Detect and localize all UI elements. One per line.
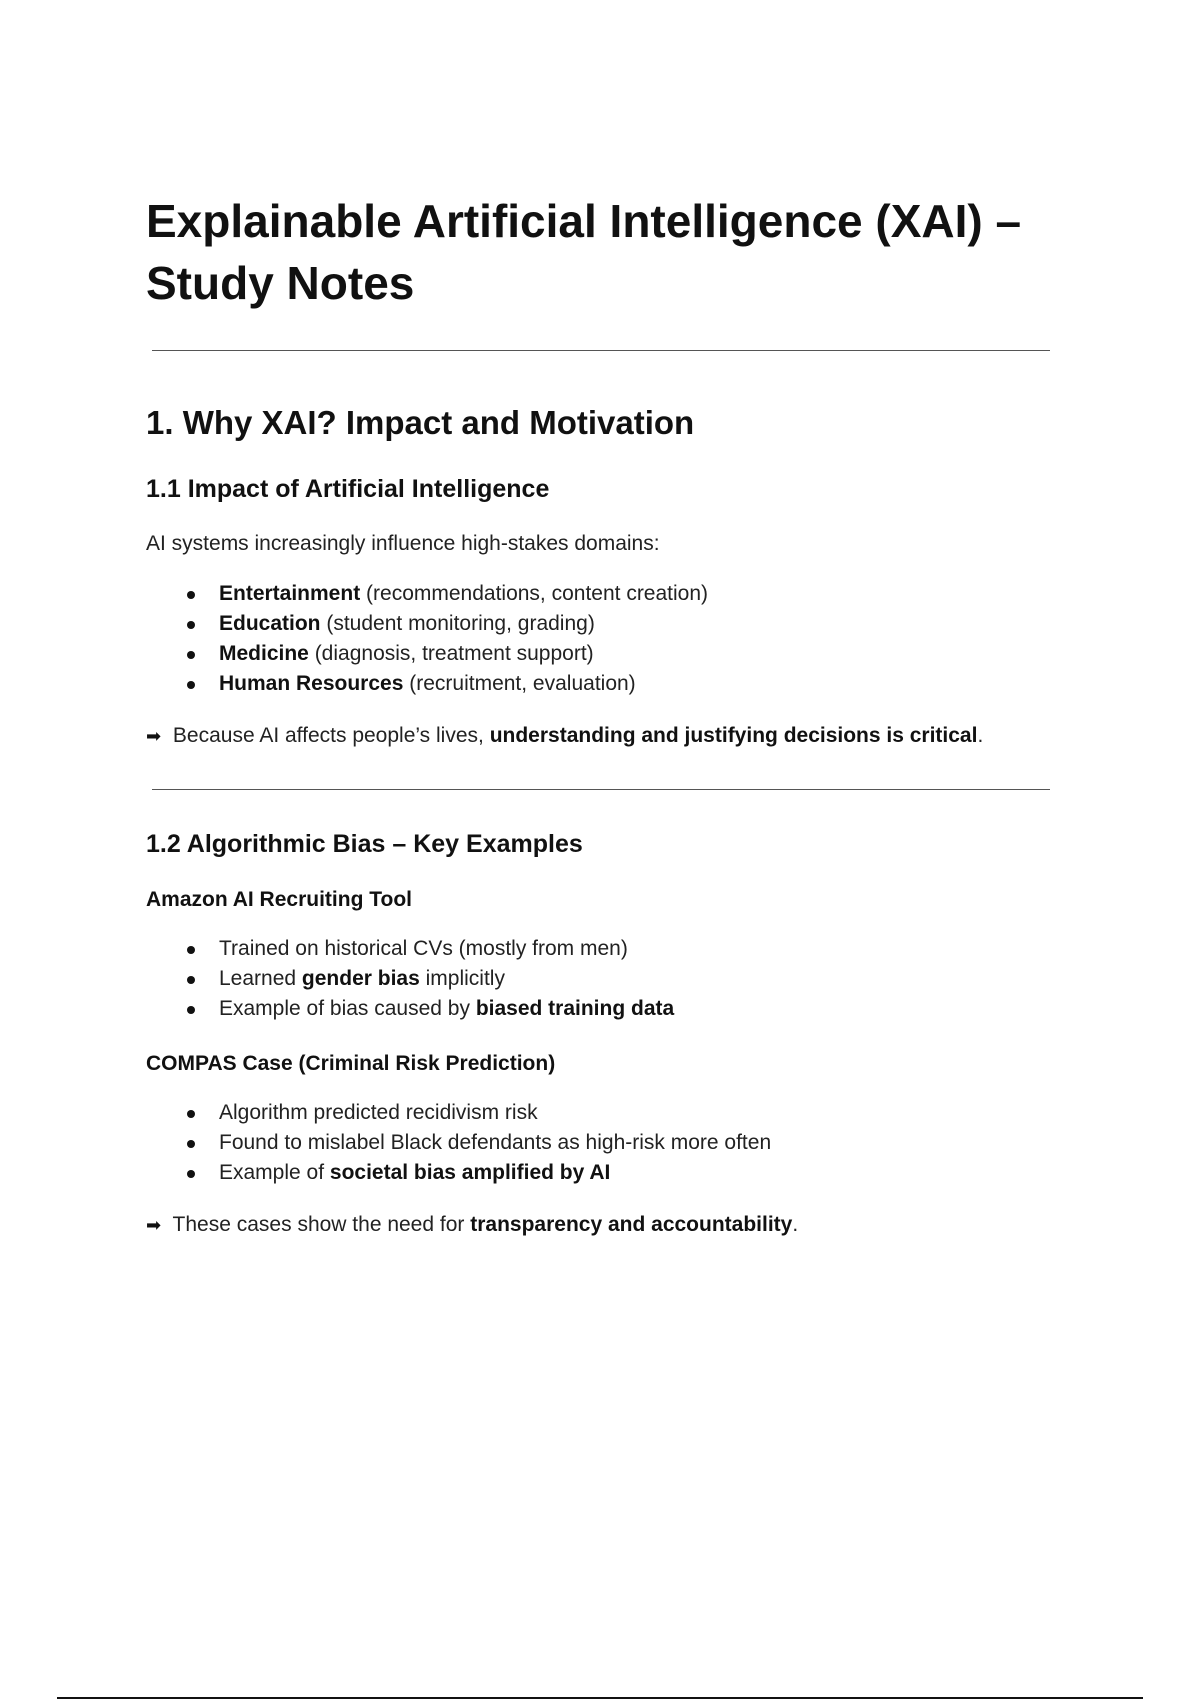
case-compas-heading: COMPAS Case (Criminal Risk Prediction) <box>146 1052 556 1075</box>
list-item: Education (student monitoring, grading) <box>146 609 1046 639</box>
bullet-dot <box>187 1006 195 1014</box>
page-bottom-rule <box>57 1697 1143 1699</box>
section-1-1-conclusion: ➡ Because AI affects people’s lives, understanding and justifying decisions is critical. <box>146 721 1046 751</box>
section-1-heading: 1. Why XAI? Impact and Motivation <box>146 404 695 441</box>
arrow-right-icon: ➡ <box>146 726 162 746</box>
bullet-dot <box>187 681 195 689</box>
list-item: Learned gender bias implicitly <box>146 964 1046 994</box>
list-item: Algorithm predicted recidivism risk <box>146 1098 1046 1128</box>
document-title <box>146 190 1046 314</box>
amazon-list <box>146 934 1046 1024</box>
divider <box>152 350 1050 351</box>
section-1-1-heading: 1.1 Impact of Artificial Intelligence <box>146 475 550 503</box>
section-1-2-conclusion: ➡ These cases show the need for transparency and accountability. <box>146 1210 1046 1240</box>
divider <box>152 789 1050 790</box>
bullet-dot <box>187 1140 195 1148</box>
list-item: Trained on historical CVs (mostly from men) <box>146 934 1046 964</box>
arrow-right-icon: ➡ <box>146 1215 162 1235</box>
section-1-2-heading: 1.2 Algorithmic Bias – Key Examples <box>146 830 583 858</box>
title-line-2: Study Notes <box>146 257 415 309</box>
title-line-1: Explainable Artificial Intelligence (XAI) – <box>146 195 1022 247</box>
domain-list <box>146 579 1046 699</box>
bullet-dot <box>187 1170 195 1178</box>
bullet-dot <box>187 1110 195 1118</box>
compas-list <box>146 1098 1046 1188</box>
section-1-1-intro: AI systems increasingly influence high-stakes domains: <box>146 532 660 555</box>
bullet-dot <box>187 591 195 599</box>
list-item: Entertainment (recommendations, content creation) <box>146 579 1046 609</box>
case-amazon-heading: Amazon AI Recruiting Tool <box>146 888 412 911</box>
document-page <box>146 190 1046 1240</box>
bullet-dot <box>187 976 195 984</box>
list-item: Human Resources (recruitment, evaluation) <box>146 669 1046 699</box>
list-item: Example of bias caused by biased training data <box>146 994 1046 1024</box>
bullet-dot <box>187 946 195 954</box>
list-item: Medicine (diagnosis, treatment support) <box>146 639 1046 669</box>
bullet-dot <box>187 651 195 659</box>
list-item: Found to mislabel Black defendants as high-risk more often <box>146 1128 1046 1158</box>
bullet-dot <box>187 621 195 629</box>
list-item: Example of societal bias amplified by AI <box>146 1158 1046 1188</box>
